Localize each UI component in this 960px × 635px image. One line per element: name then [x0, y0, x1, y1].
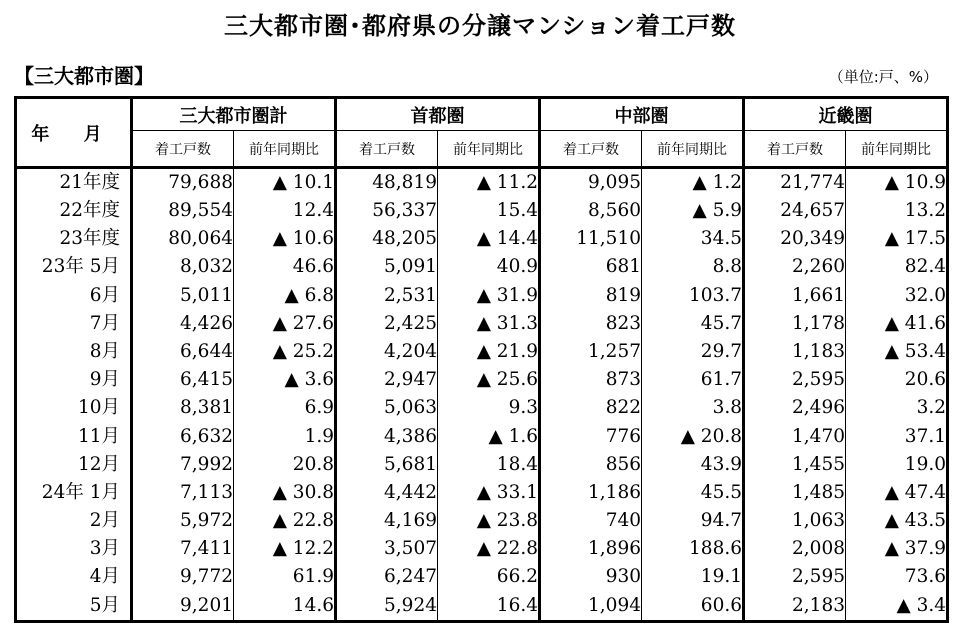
- yoy-cell: ▲ 6.8: [234, 282, 336, 310]
- subheader-yoy: 前年同期比: [642, 131, 744, 168]
- starts-cell: 7,992: [132, 451, 234, 479]
- starts-cell: 2,595: [744, 366, 846, 394]
- yoy-cell: ▲ 10.9: [846, 168, 948, 198]
- yoy-cell: 15.4: [438, 197, 540, 225]
- starts-cell: 1,094: [540, 592, 642, 622]
- yoy-cell: ▲ 11.2: [438, 168, 540, 198]
- yoy-cell: 45.5: [642, 479, 744, 507]
- table-row: [16, 451, 948, 479]
- table-row: [16, 564, 948, 592]
- starts-cell: 5,063: [336, 395, 438, 423]
- starts-cell: 681: [540, 254, 642, 282]
- period-cell: 12月: [77, 453, 120, 475]
- starts-cell: 4,169: [336, 507, 438, 535]
- starts-cell: 856: [540, 451, 642, 479]
- starts-cell: 1,257: [540, 338, 642, 366]
- starts-cell: 4,204: [336, 338, 438, 366]
- yoy-cell: ▲ 25.6: [438, 366, 540, 394]
- starts-cell: 9,095: [540, 168, 642, 198]
- starts-cell: 822: [540, 395, 642, 423]
- yoy-cell: 16.4: [438, 592, 540, 622]
- period-cell: 8月: [89, 340, 120, 362]
- yoy-cell: 13.2: [846, 197, 948, 225]
- starts-cell: 48,205: [336, 225, 438, 253]
- starts-cell: 6,415: [132, 366, 234, 394]
- table-row: [16, 168, 948, 198]
- subheader-starts: 着工戸数: [336, 131, 438, 168]
- starts-cell: 2,531: [336, 282, 438, 310]
- subheader-starts: 着工戸数: [132, 131, 234, 168]
- yoy-cell: ▲ 37.9: [846, 535, 948, 563]
- group-header-shutoken: 首都圏: [336, 98, 540, 131]
- yoy-cell: ▲ 23.8: [438, 507, 540, 535]
- yoy-cell: 6.9: [234, 395, 336, 423]
- yoy-cell: ▲ 33.1: [438, 479, 540, 507]
- table-row: [16, 282, 948, 310]
- starts-cell: 776: [540, 423, 642, 451]
- yoy-cell: ▲ 5.9: [642, 197, 744, 225]
- yoy-cell: ▲ 1.2: [642, 168, 744, 198]
- period-cell: 22年度: [59, 200, 120, 222]
- starts-cell: 48,819: [336, 168, 438, 198]
- period-cell: 23年度: [59, 228, 120, 250]
- starts-cell: 873: [540, 366, 642, 394]
- period-cell: 4月: [89, 566, 120, 588]
- starts-cell: 80,064: [132, 225, 234, 253]
- table-row: [16, 479, 948, 507]
- page-title: 三大都市圏･都府県の分譲マンション着工戸数: [224, 12, 736, 40]
- yoy-cell: 37.1: [846, 423, 948, 451]
- starts-cell: 2,008: [744, 535, 846, 563]
- starts-cell: 2,496: [744, 395, 846, 423]
- yoy-cell: 188.6: [642, 535, 744, 563]
- starts-cell: 9,772: [132, 564, 234, 592]
- yoy-cell: 8.8: [642, 254, 744, 282]
- starts-cell: 56,337: [336, 197, 438, 225]
- starts-cell: 819: [540, 282, 642, 310]
- table-row: [16, 507, 948, 535]
- yoy-cell: 45.7: [642, 310, 744, 338]
- yoy-cell: 32.0: [846, 282, 948, 310]
- starts-cell: 24,657: [744, 197, 846, 225]
- yoy-cell: 19.0: [846, 451, 948, 479]
- yoy-cell: ▲ 43.5: [846, 507, 948, 535]
- unit-label: （単位:戸、%）: [828, 68, 938, 86]
- yoy-cell: 43.9: [642, 451, 744, 479]
- yoy-cell: 103.7: [642, 282, 744, 310]
- group-header-chubu: 中部圏: [540, 98, 744, 131]
- yoy-cell: 1.9: [234, 423, 336, 451]
- table-row: [16, 366, 948, 394]
- yoy-cell: ▲ 20.8: [642, 423, 744, 451]
- starts-cell: 8,560: [540, 197, 642, 225]
- yoy-cell: 20.6: [846, 366, 948, 394]
- yoy-cell: 3.8: [642, 395, 744, 423]
- yoy-cell: ▲ 21.9: [438, 338, 540, 366]
- yoy-cell: ▲ 27.6: [234, 310, 336, 338]
- table-row: [16, 423, 948, 451]
- starts-cell: 1,485: [744, 479, 846, 507]
- section-heading: 【三大都市圏】: [14, 64, 154, 88]
- starts-cell: 9,201: [132, 592, 234, 622]
- period-cell: 21年度: [59, 171, 120, 193]
- yoy-cell: ▲ 30.8: [234, 479, 336, 507]
- table-row: [16, 225, 948, 253]
- group-header-kinki: 近畿圏: [744, 98, 948, 131]
- table-row: [16, 197, 948, 225]
- yoy-cell: ▲ 47.4: [846, 479, 948, 507]
- period-cell: 5月: [89, 594, 120, 616]
- table-body: [16, 168, 948, 622]
- period-cell: 2月: [89, 510, 120, 532]
- starts-cell: 6,644: [132, 338, 234, 366]
- yoy-cell: ▲ 10.1: [234, 168, 336, 198]
- yoy-cell: ▲ 22.8: [438, 535, 540, 563]
- starts-cell: 7,411: [132, 535, 234, 563]
- yoy-cell: ▲ 25.2: [234, 338, 336, 366]
- yoy-cell: 12.4: [234, 197, 336, 225]
- yoy-cell: ▲ 10.6: [234, 225, 336, 253]
- table-row: [16, 254, 948, 282]
- starts-cell: 5,091: [336, 254, 438, 282]
- group-header-total: 三大都市圏計: [132, 98, 336, 131]
- yoy-cell: 9.3: [438, 395, 540, 423]
- yoy-cell: 61.7: [642, 366, 744, 394]
- yoy-cell: ▲ 22.8: [234, 507, 336, 535]
- starts-cell: 1,186: [540, 479, 642, 507]
- starts-cell: 8,381: [132, 395, 234, 423]
- yoy-cell: 29.7: [642, 338, 744, 366]
- yoy-cell: 82.4: [846, 254, 948, 282]
- period-cell: 6月: [89, 284, 120, 306]
- yoy-cell: ▲ 31.9: [438, 282, 540, 310]
- yoy-cell: ▲ 3.6: [234, 366, 336, 394]
- period-cell: 3月: [89, 538, 120, 560]
- subheader-yoy: 前年同期比: [234, 131, 336, 168]
- subheader-starts: 着工戸数: [744, 131, 846, 168]
- table-row: [16, 535, 948, 563]
- yoy-cell: 73.6: [846, 564, 948, 592]
- starts-cell: 5,972: [132, 507, 234, 535]
- period-cell: 23年 5月: [41, 256, 120, 278]
- starts-cell: 2,595: [744, 564, 846, 592]
- yoy-cell: 3.2: [846, 395, 948, 423]
- starts-cell: 1,470: [744, 423, 846, 451]
- starts-cell: 5,924: [336, 592, 438, 622]
- table-row: [16, 395, 948, 423]
- yoy-cell: 18.4: [438, 451, 540, 479]
- starts-cell: 89,554: [132, 197, 234, 225]
- subheader-yoy: 前年同期比: [846, 131, 948, 168]
- starts-cell: 79,688: [132, 168, 234, 198]
- starts-cell: 20,349: [744, 225, 846, 253]
- subheader-yoy: 前年同期比: [438, 131, 540, 168]
- yoy-cell: ▲ 41.6: [846, 310, 948, 338]
- starts-cell: 6,632: [132, 423, 234, 451]
- yoy-cell: 14.6: [234, 592, 336, 622]
- period-cell: 11月: [77, 425, 120, 447]
- yoy-cell: ▲ 31.3: [438, 310, 540, 338]
- yoy-cell: ▲ 53.4: [846, 338, 948, 366]
- yoy-cell: 34.5: [642, 225, 744, 253]
- yoy-cell: 66.2: [438, 564, 540, 592]
- year-month-header: 年 月: [16, 98, 132, 168]
- period-cell: 7月: [89, 312, 120, 334]
- starts-cell: 1,896: [540, 535, 642, 563]
- starts-cell: 4,426: [132, 310, 234, 338]
- period-cell: 9月: [89, 369, 120, 391]
- starts-cell: 1,183: [744, 338, 846, 366]
- starts-cell: 5,011: [132, 282, 234, 310]
- yoy-cell: 61.9: [234, 564, 336, 592]
- starts-cell: 5,681: [336, 451, 438, 479]
- yoy-cell: 19.1: [642, 564, 744, 592]
- yoy-cell: 40.9: [438, 254, 540, 282]
- yoy-cell: 94.7: [642, 507, 744, 535]
- starts-cell: 4,442: [336, 479, 438, 507]
- yoy-cell: ▲ 17.5: [846, 225, 948, 253]
- starts-cell: 2,183: [744, 592, 846, 622]
- table-row: [16, 338, 948, 366]
- table-row: [16, 592, 948, 622]
- starts-cell: 11,510: [540, 225, 642, 253]
- yoy-cell: 46.6: [234, 254, 336, 282]
- starts-cell: 7,113: [132, 479, 234, 507]
- starts-cell: 6,247: [336, 564, 438, 592]
- yoy-cell: ▲ 14.4: [438, 225, 540, 253]
- starts-cell: 2,947: [336, 366, 438, 394]
- starts-cell: 1,178: [744, 310, 846, 338]
- starts-cell: 2,425: [336, 310, 438, 338]
- starts-cell: 3,507: [336, 535, 438, 563]
- data-table: [14, 96, 949, 623]
- starts-cell: 930: [540, 564, 642, 592]
- starts-cell: 823: [540, 310, 642, 338]
- starts-cell: 2,260: [744, 254, 846, 282]
- starts-cell: 8,032: [132, 254, 234, 282]
- starts-cell: 1,063: [744, 507, 846, 535]
- yoy-cell: ▲ 3.4: [846, 592, 948, 622]
- table-row: [16, 310, 948, 338]
- subheader-starts: 着工戸数: [540, 131, 642, 168]
- period-cell: 24年 1月: [41, 481, 120, 503]
- yoy-cell: ▲ 1.6: [438, 423, 540, 451]
- yoy-cell: ▲ 12.2: [234, 535, 336, 563]
- starts-cell: 1,455: [744, 451, 846, 479]
- period-cell: 10月: [77, 397, 120, 419]
- starts-cell: 21,774: [744, 168, 846, 198]
- yoy-cell: 60.6: [642, 592, 744, 622]
- starts-cell: 4,386: [336, 423, 438, 451]
- starts-cell: 1,661: [744, 282, 846, 310]
- yoy-cell: 20.8: [234, 451, 336, 479]
- starts-cell: 740: [540, 507, 642, 535]
